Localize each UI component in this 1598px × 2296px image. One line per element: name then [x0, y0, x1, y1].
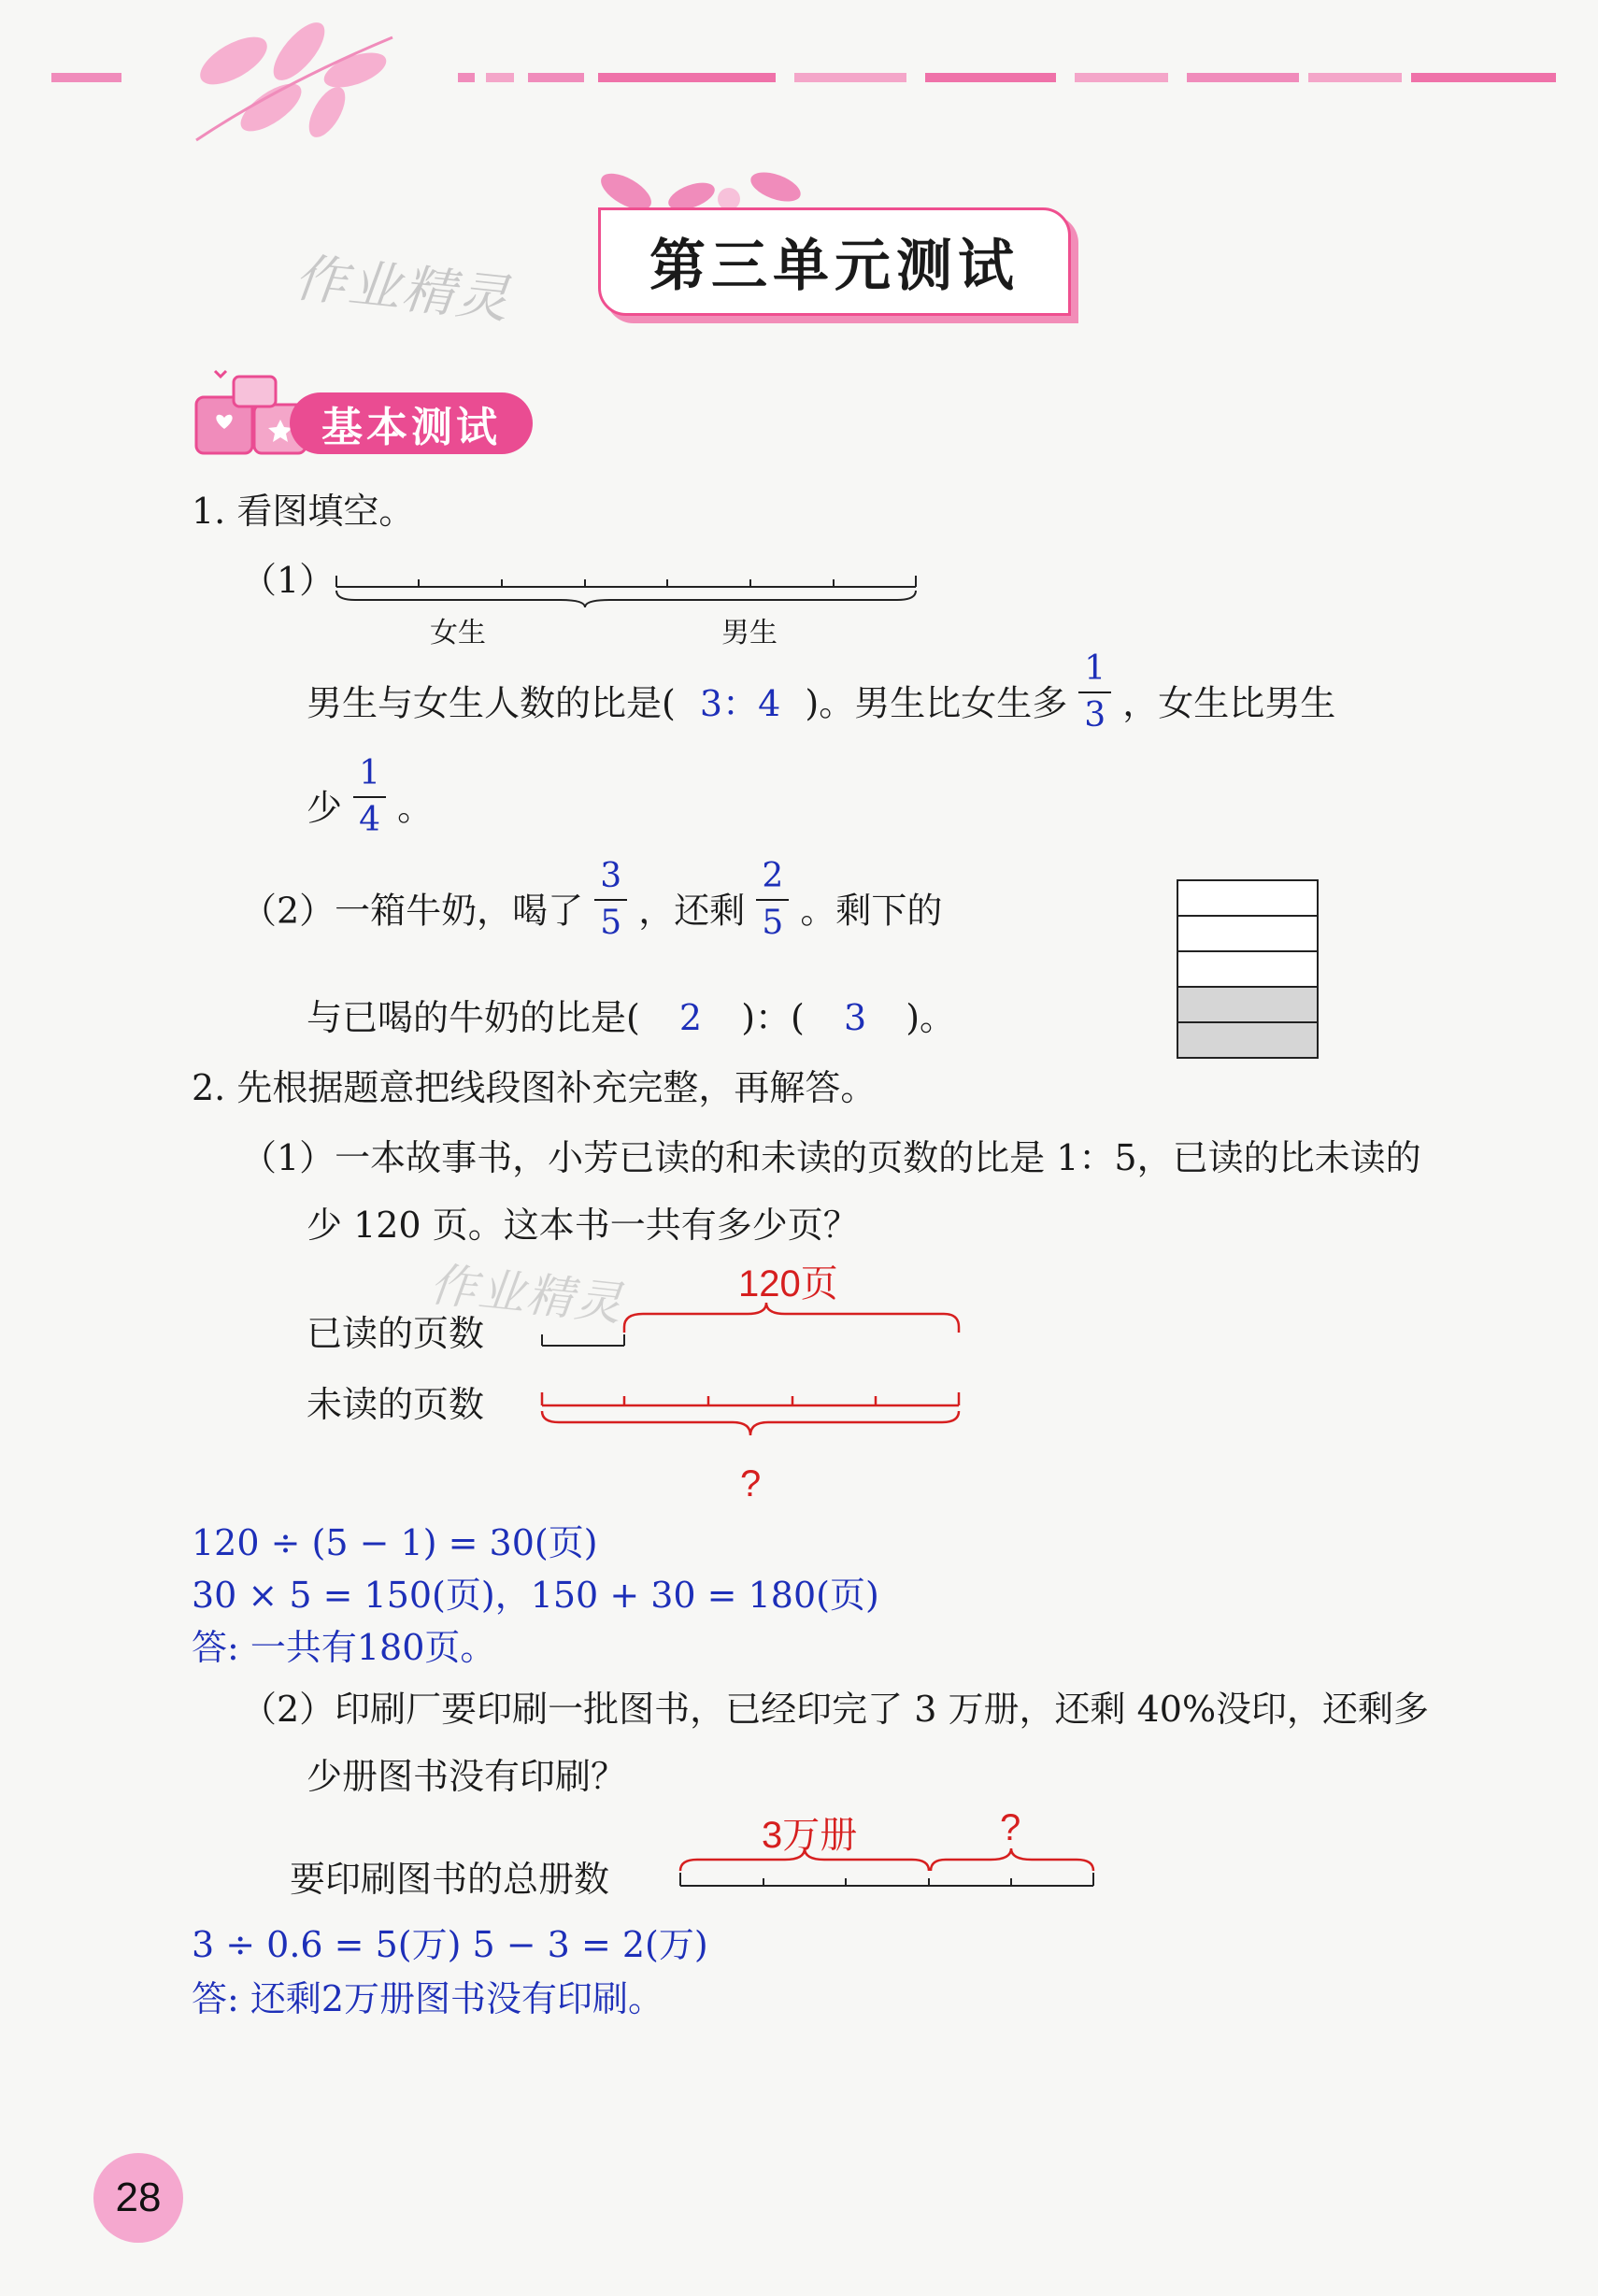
text: 。: [397, 787, 434, 829]
q2-p2-segment-diagram: [673, 1832, 1103, 1897]
q2-p1-work1: 120 ÷ (5 − 1) = 30(页): [192, 1522, 598, 1563]
q2-p1-line2: 少 120 页。这本书一共有多少页？: [307, 1205, 859, 1246]
label-boys: 男生: [721, 617, 778, 649]
red-brace-left: [931, 1848, 1093, 1871]
q1-p1-line2: [307, 754, 434, 839]
text: ，女生比男生: [1122, 682, 1336, 724]
q1-segment-diagram: [327, 559, 925, 643]
label-unread-pages: 未读的页数: [307, 1384, 485, 1425]
q2-p1-answer: 答: 一共有180页。: [192, 1627, 496, 1668]
text: （2）一箱牛奶，喝了: [241, 890, 584, 932]
fraction-drank: [594, 857, 627, 942]
q1-p2-line2: [307, 997, 956, 1038]
denominator: 4: [359, 801, 381, 839]
q1-p1-label: （1）: [241, 560, 335, 601]
text: 与已喝的牛奶的比是(: [307, 997, 640, 1038]
q2-p1-segment-diagram: [533, 1299, 972, 1467]
denominator: 5: [600, 904, 622, 942]
q2-p2-line1: （2）印刷厂要印刷一批图书，已经印完了 3 万册，还剩 40%没印，还剩多: [241, 1689, 1430, 1730]
q1-label: 1. 看图填空。: [192, 491, 415, 532]
label-question-left: ?: [1000, 1807, 1021, 1848]
section-badge: 基本测试: [290, 392, 533, 454]
label-girls: 女生: [430, 617, 486, 649]
denominator: 5: [762, 904, 784, 942]
label-read-pages: 已读的页数: [307, 1313, 485, 1354]
label-question-total: ?: [740, 1463, 762, 1505]
red-brace-done: [680, 1848, 929, 1871]
title-box: [598, 207, 1071, 316]
fraction-left: [756, 857, 789, 942]
numerator: 1: [1084, 649, 1106, 688]
label-done-3w: 3万册: [762, 1815, 858, 1856]
watermark: 作业精灵: [291, 248, 514, 329]
fraction-less: [353, 754, 386, 839]
text: )：(: [741, 997, 805, 1038]
text: 男生与女生人数的比是(: [307, 682, 676, 724]
label-diff-120: 120页: [738, 1263, 838, 1305]
answer-a: 2: [678, 997, 703, 1038]
text: )。: [906, 997, 956, 1038]
red-brace-total: [542, 1411, 959, 1435]
q1-p2-line1: [241, 857, 943, 942]
page-title: 第三单元测试: [649, 234, 1020, 299]
text: 。剩下的: [800, 890, 943, 932]
q2-p1-work2: 30 × 5 = 150(页)，150 + 30 = 180(页): [192, 1575, 879, 1616]
answer-b: 3: [843, 997, 867, 1038]
text: 少: [307, 787, 343, 829]
q2-p2-work1: 3 ÷ 0.6 = 5(万) 5 − 3 = 2(万): [192, 1924, 708, 1965]
watermark-2: 作业精灵: [427, 1258, 626, 1331]
fraction-more: [1078, 649, 1111, 734]
answer-ratio: 3：4: [699, 682, 781, 724]
milk-box-diagram: [1176, 878, 1321, 1061]
q2-p2-answer: 答: 还剩2万册图书没有印刷。: [192, 1978, 664, 2019]
numerator: 2: [762, 857, 784, 895]
q2-p2-line2: 少册图书没有印刷？: [307, 1756, 627, 1797]
q1-p1-line1: [307, 649, 1336, 734]
denominator: 3: [1084, 696, 1106, 734]
page-number: 28: [93, 2153, 183, 2243]
label-total-books: 要印刷图书的总册数: [290, 1859, 610, 1900]
brace-girls-boys: [336, 591, 916, 607]
numerator: 1: [359, 754, 381, 792]
red-brace-diff: [624, 1303, 959, 1333]
q2-label: 2. 先根据题意把线段图补充完整，再解答。: [192, 1067, 877, 1108]
text: )。男生比女生多: [805, 682, 1068, 724]
header-decoration: [0, 0, 1598, 150]
text: ，还剩: [638, 890, 746, 932]
q2-p1-line1: （1）一本故事书，小芳已读的和未读的页数的比是 1：5，已读的比未读的: [241, 1137, 1421, 1178]
numerator: 3: [600, 857, 622, 895]
